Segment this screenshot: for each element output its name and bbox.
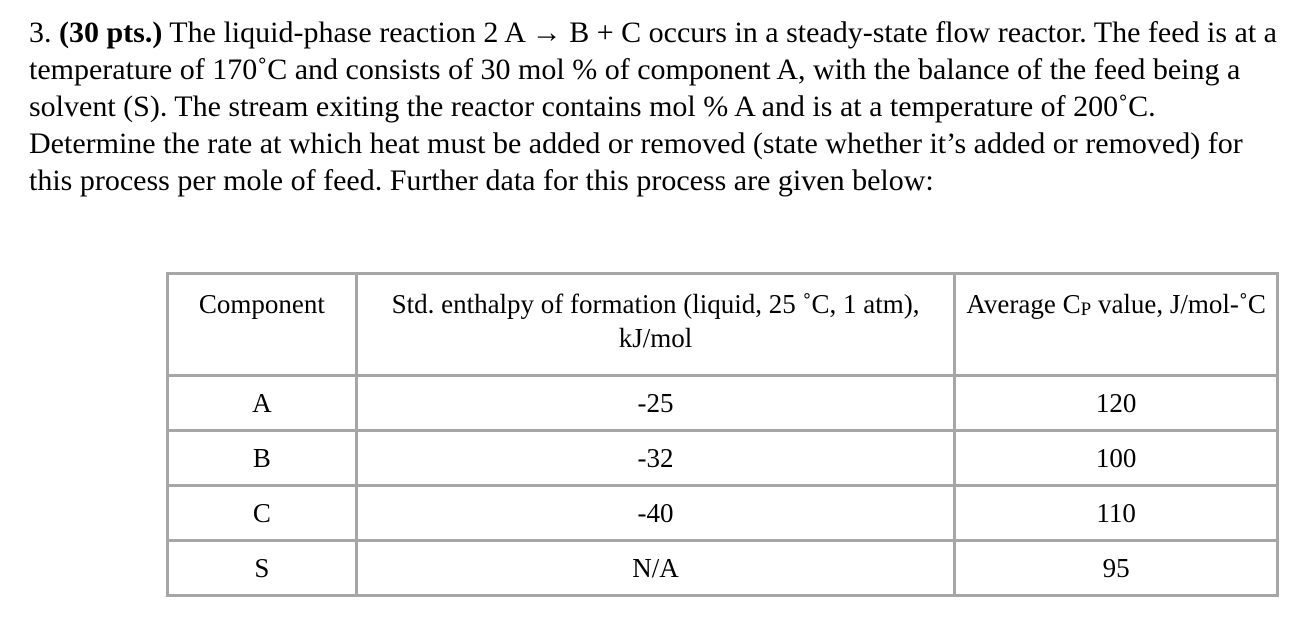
- cell-cp: 95: [955, 541, 1278, 596]
- cell-cp: 100: [955, 431, 1278, 486]
- header-cp-subscript: P: [1080, 299, 1092, 320]
- table-row: [168, 486, 1278, 541]
- cell-component: S: [168, 541, 357, 596]
- cell-cp: 110: [955, 486, 1278, 541]
- cell-component: C: [168, 486, 357, 541]
- table-row: [168, 376, 1278, 431]
- problem-number: 3.: [29, 16, 52, 49]
- cell-component: B: [168, 431, 357, 486]
- cell-cp: 120: [955, 376, 1278, 431]
- table-row: [168, 541, 1278, 596]
- header-cp: [955, 274, 1278, 376]
- cell-component: A: [168, 376, 357, 431]
- header-cp-suffix: value, J/mol-˚C: [1091, 289, 1266, 319]
- problem-points: (30 pts.): [59, 16, 163, 49]
- cell-enthalpy: -32: [356, 431, 955, 486]
- header-cp-prefix: Average C: [966, 289, 1081, 319]
- header-enthalpy: Std. enthalpy of formation (liquid, 25 ˚C, 1 atm), kJ/mol: [356, 274, 955, 376]
- reaction-equation: 2 A → B + C: [483, 16, 642, 49]
- component-data-table: [166, 272, 1279, 597]
- problem-statement: [29, 14, 1279, 199]
- cell-enthalpy: N/A: [356, 541, 955, 596]
- table-header-row: [168, 274, 1278, 376]
- problem-text-body: occurs in a steady-state flow reactor. The feed is at a temperature of 170˚C and consists of 30 mol % of component A, with the balance of the feed being a solvent (S). The stream exiting the reactor contains mol % A and is at a temperature of 200˚C. Determine the rate at which heat must be added or removed (state whether it’s added or removed) for this process per mole of feed. Further data for this process are given below:: [29, 16, 1278, 197]
- table-row: [168, 431, 1278, 486]
- cell-enthalpy: -40: [356, 486, 955, 541]
- problem-text-intro: The liquid-phase reaction: [162, 16, 484, 49]
- header-component: Component: [168, 274, 357, 376]
- cell-enthalpy: -25: [356, 376, 955, 431]
